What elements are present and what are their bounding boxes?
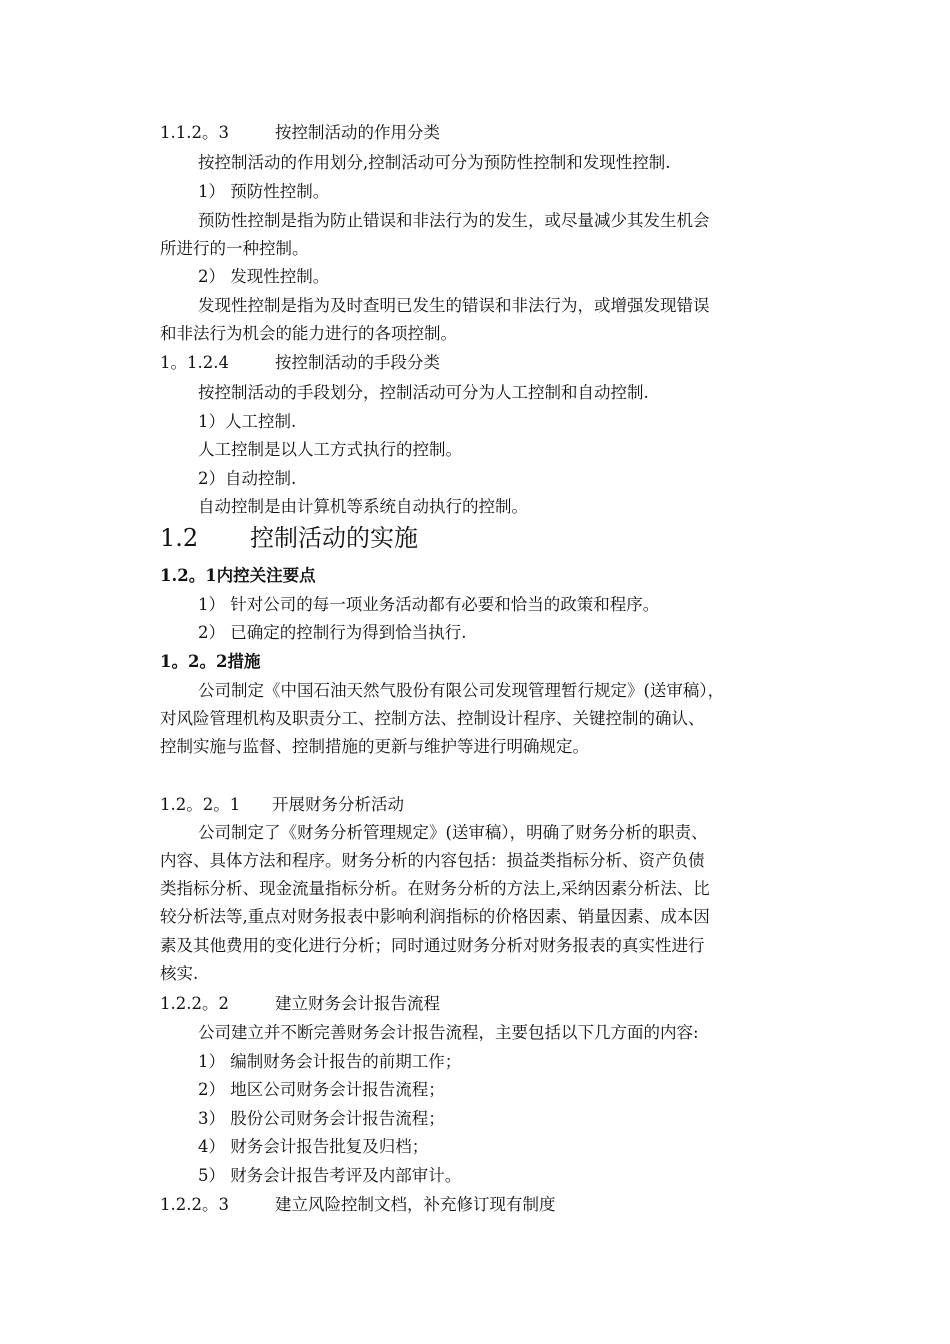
section-heading-122: 1。2。2措施 xyxy=(160,652,261,671)
paragraph-line: 控制实施与监督、控制措施的更新与维护等进行明确规定。 xyxy=(160,737,589,756)
heading-title: 建立风险控制文档，补充修订现有制度 xyxy=(275,1195,556,1214)
heading-title: 建立财务会计报告流程 xyxy=(275,994,440,1013)
paragraph-line: 内容、具体方法和程序。财务分析的内容包括：损益类指标分析、资产负债 xyxy=(160,851,705,870)
paragraph-line: 类指标分析、现金流量指标分析。在财务分析的方法上,采纳因素分析法、比 xyxy=(160,879,710,898)
heading-title: 按控制活动的手段分类 xyxy=(275,353,440,372)
list-item: 2） 发现性控制。 xyxy=(198,267,330,286)
heading-1222 xyxy=(160,993,950,1015)
heading-number: 1.2.2。3 xyxy=(160,1195,229,1214)
paragraph-line: 核实. xyxy=(160,964,199,983)
paragraph-line: 发现性控制是指为及时查明已发生的错误和非法行为，或增强发现错误 xyxy=(198,296,710,315)
list-item: 5） 财务会计报告考评及内部审计。 xyxy=(198,1166,462,1185)
paragraph-line: 和非法行为机会的能力进行的各项控制。 xyxy=(160,324,457,343)
heading-title: 按控制活动的作用分类 xyxy=(275,123,440,142)
heading-number: 1。1.2.4 xyxy=(160,353,229,372)
paragraph-line: 较分析法等,重点对财务报表中影响利润指标的价格因素、销量因素、成本因 xyxy=(160,907,710,926)
list-item: 1） 编制财务会计报告的前期工作； xyxy=(198,1052,462,1071)
heading-number: 1.1.2。3 xyxy=(160,123,229,142)
heading-1223 xyxy=(160,1194,950,1216)
section-heading-121: 1.2。1内控关注要点 xyxy=(160,566,316,585)
paragraph-line: 公司制定了《财务分析管理规定》(送审稿），明确了财务分析的职责、 xyxy=(198,823,708,842)
chapter-number: 1.2 xyxy=(160,524,199,552)
list-item: 1）人工控制. xyxy=(198,412,297,431)
paragraph-line: 素及其他费用的变化进行分析；同时通过财务分析对财务报表的真实性进行 xyxy=(160,936,705,955)
heading-title: 开展财务分析活动 xyxy=(272,795,404,814)
list-item: 1） 预防性控制。 xyxy=(198,182,330,201)
list-item: 1） 针对公司的每一项业务活动都有必要和恰当的政策和程序。 xyxy=(198,595,660,614)
paragraph-line: 按控制活动的手段划分，控制活动可分为人工控制和自动控制. xyxy=(198,383,649,402)
paragraph-line: 自动控制是由计算机等系统自动执行的控制。 xyxy=(198,497,528,516)
heading-1124 xyxy=(160,352,950,374)
paragraph-line: 人工控制是以人工方式执行的控制。 xyxy=(198,440,462,459)
heading-number: 1.2.2。2 xyxy=(160,994,229,1013)
list-item: 2） 已确定的控制行为得到恰当执行. xyxy=(198,623,467,642)
paragraph-line: 按控制活动的作用划分,控制活动可分为预防性控制和发现性控制. xyxy=(198,153,671,172)
list-item: 2）自动控制. xyxy=(198,469,297,488)
list-item: 3） 股份公司财务会计报告流程； xyxy=(198,1109,445,1128)
heading-1221 xyxy=(160,794,950,816)
paragraph-line: 公司建立并不断完善财务会计报告流程，主要包括以下几方面的内容: xyxy=(198,1023,699,1042)
paragraph-line: 所进行的一种控制。 xyxy=(160,239,309,258)
chapter-heading xyxy=(160,523,950,553)
paragraph-line: 公司制定《中国石油天然气股份有限公司发现管理暂行规定》(送审稿）， xyxy=(198,681,725,700)
heading-1123 xyxy=(160,122,950,144)
chapter-title: 控制活动的实施 xyxy=(250,524,418,552)
list-item: 2） 地区公司财务会计报告流程； xyxy=(198,1080,445,1099)
heading-number: 1.2。2。1 xyxy=(160,795,241,814)
paragraph-line: 对风险管理机构及职责分工、控制方法、控制设计程序、关键控制的确认、 xyxy=(160,709,705,728)
paragraph-line: 预防性控制是指为防止错误和非法行为的发生，或尽量减少其发生机会 xyxy=(198,211,710,230)
list-item: 4） 财务会计报告批复及归档； xyxy=(198,1137,429,1156)
